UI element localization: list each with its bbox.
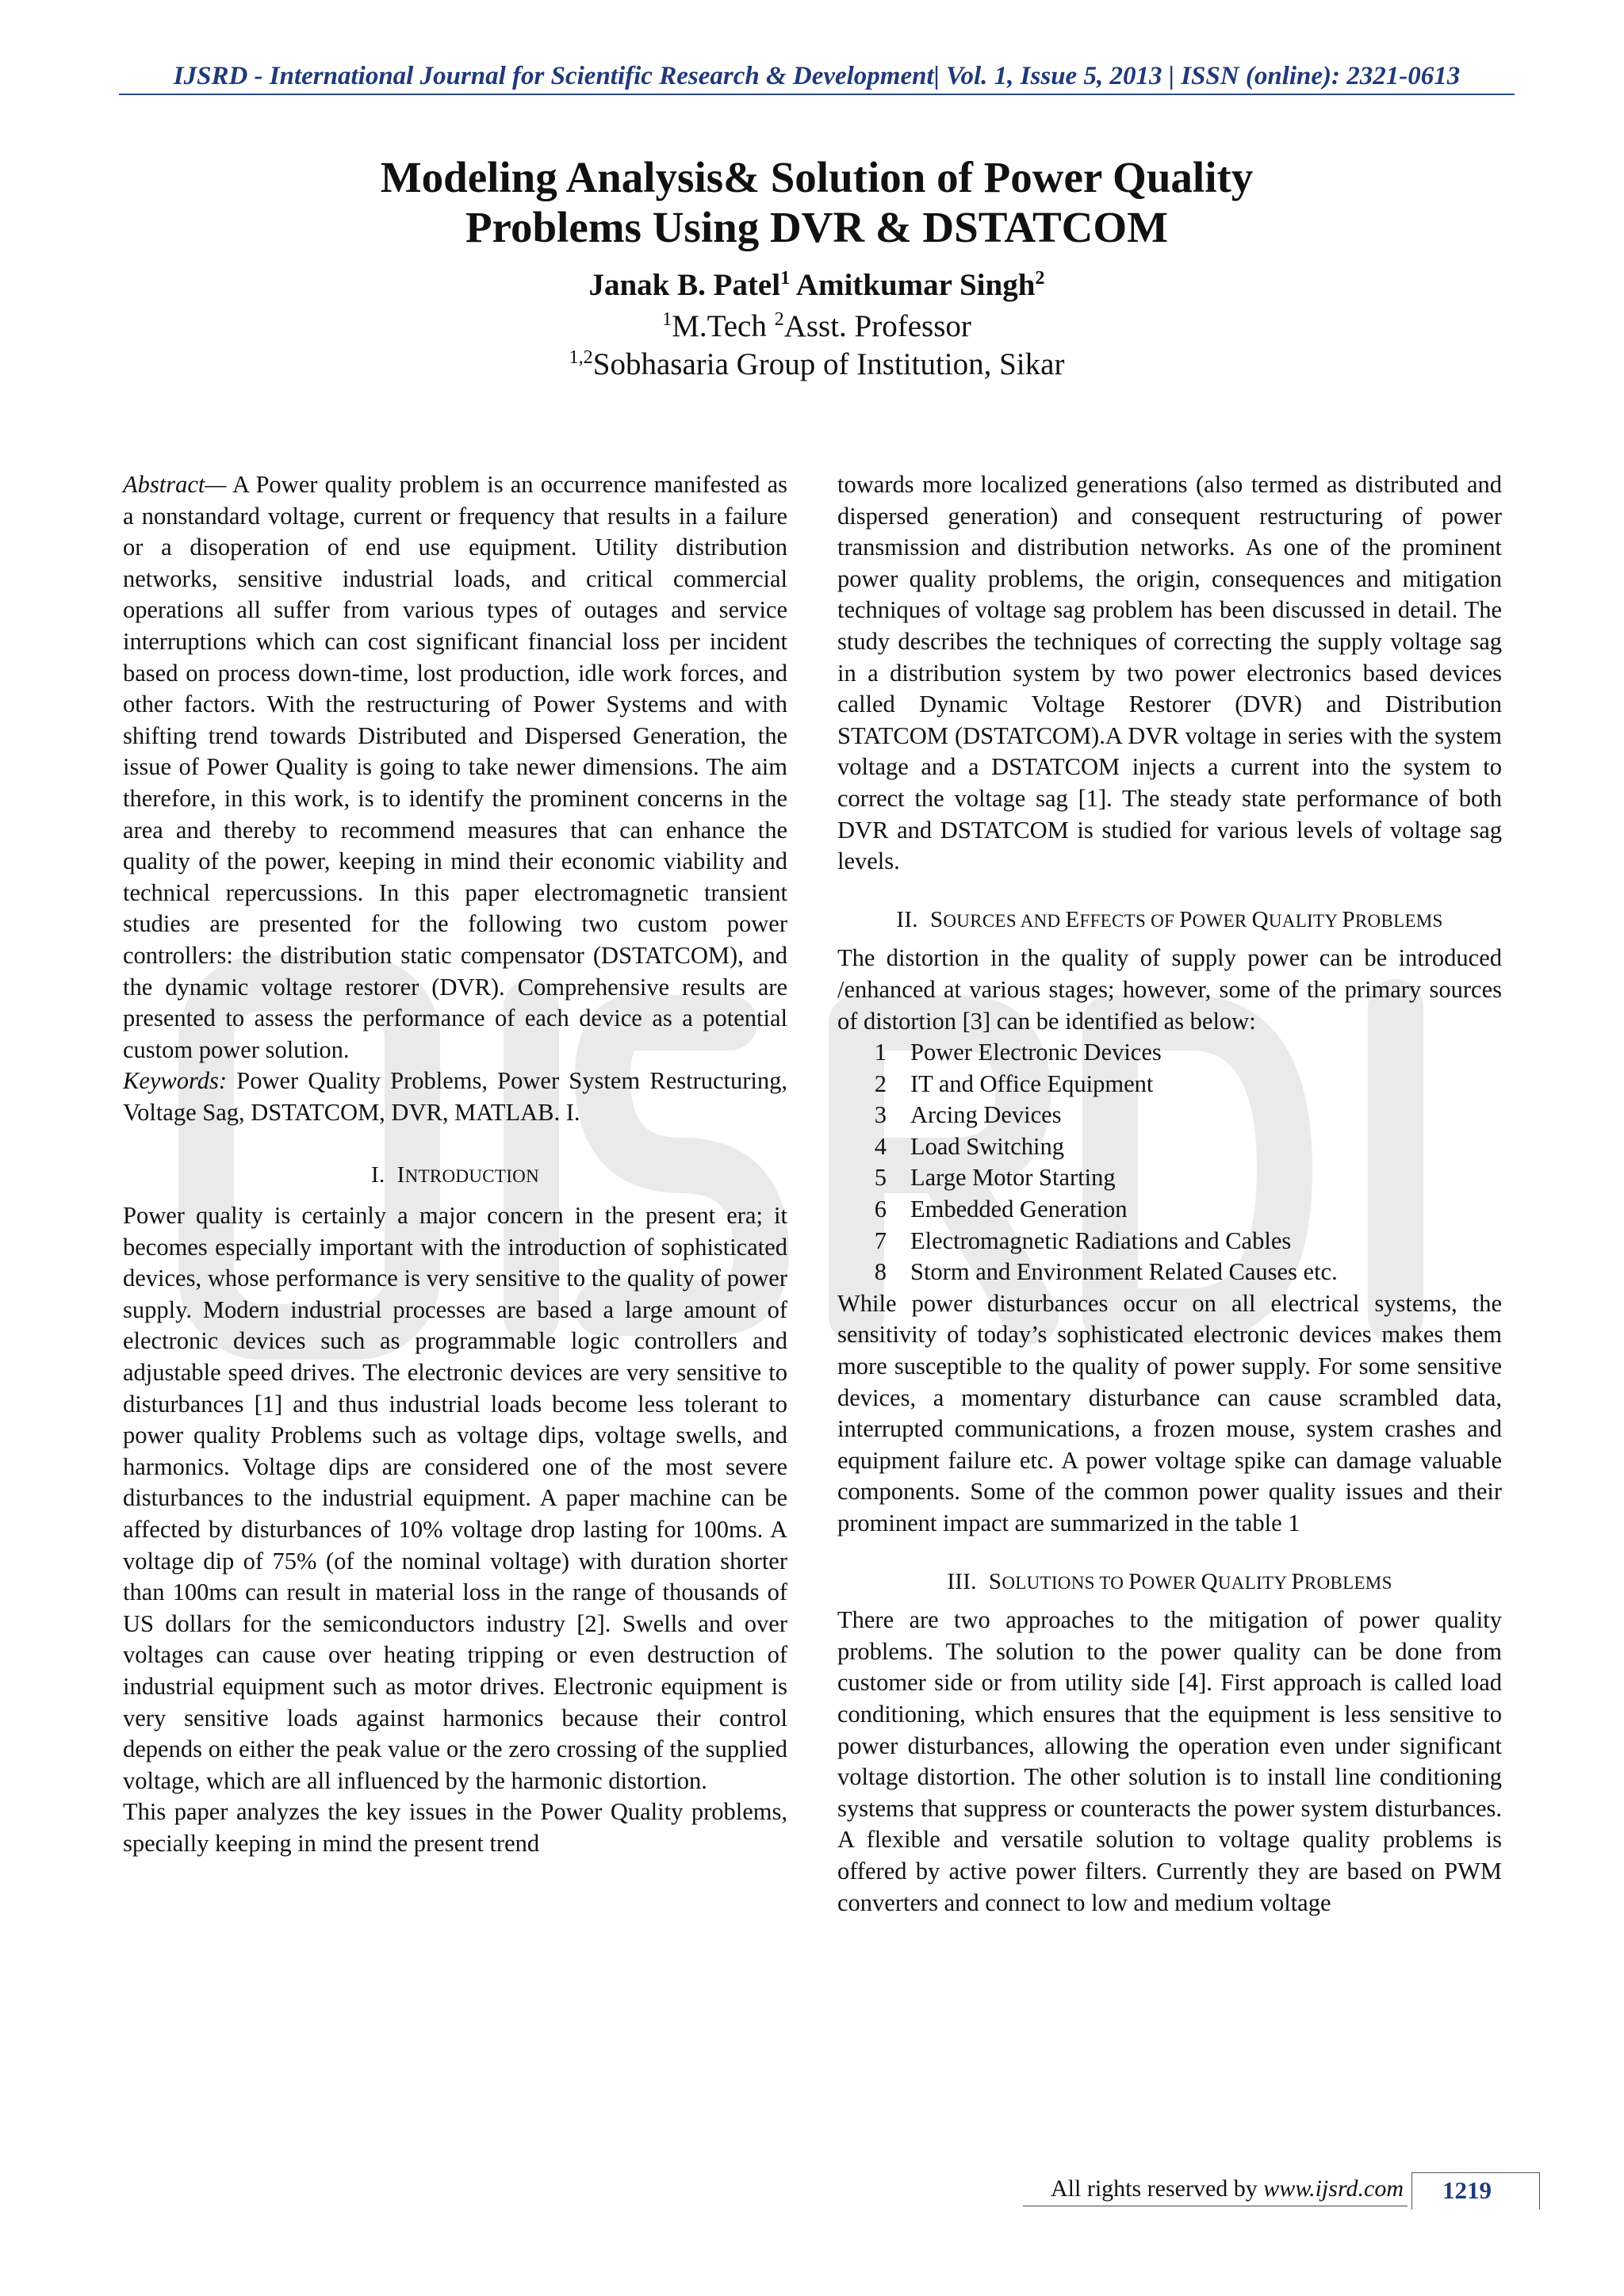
list-item-text: Arcing Devices bbox=[910, 1101, 1062, 1129]
role-2-sup: 2 bbox=[774, 308, 784, 330]
author-roles bbox=[119, 308, 1515, 346]
section-2-heading bbox=[837, 905, 1502, 937]
left-column bbox=[123, 469, 787, 1860]
heading-capital: E bbox=[1065, 906, 1080, 932]
section-3-title bbox=[989, 1569, 1392, 1594]
keywords-label: Keywords: bbox=[123, 1067, 228, 1095]
right-column bbox=[837, 469, 1502, 1919]
heading-small-caps: UALITY bbox=[1217, 1572, 1292, 1593]
page-number: 1219 bbox=[1442, 2176, 1492, 2204]
heading-small-caps: FFECTS OF bbox=[1079, 910, 1180, 931]
list-item-number: 4 bbox=[874, 1132, 887, 1160]
author-line bbox=[119, 266, 1515, 304]
section-2-intro: The distortion in the quality of supply power can be introduced /enhanced at various stages; however, some of the primary sources of distortion [3] can be identified as below: bbox=[837, 944, 1502, 1035]
heading-capital: Q bbox=[1251, 906, 1269, 932]
heading-small-caps: OWER bbox=[1141, 1572, 1201, 1593]
section-1-heading bbox=[123, 1160, 787, 1192]
section-3-paragraph: There are two approaches to the mitigation of power quality problems. The solution to the power quality can be done from customer side or from utility side [4]. First approach is called load conditioning, which ensures that the equipment is less sensitive to power disturbances, allowing the operation even under significant voltage distortion. The other solution is to install line conditioning systems that suppress or counteracts the power system disturbances. A flexible and versatile solution to voltage quality problems is offered by active power filters. Currently they are based on PWM converters and connect to low and medium voltage bbox=[837, 1606, 1502, 1916]
list-item-text: Load Switching bbox=[910, 1132, 1064, 1160]
list-item bbox=[837, 1162, 1502, 1194]
section-3-number: III. bbox=[947, 1568, 977, 1594]
title-line-1: Modeling Analysis& Solution of Power Quality bbox=[380, 153, 1254, 201]
list-item-text: Electromagnetic Radiations and Cables bbox=[910, 1226, 1292, 1254]
section-1-title-first: I bbox=[396, 1162, 405, 1188]
list-item-number: 1 bbox=[874, 1039, 887, 1066]
heading-capital: P bbox=[1179, 906, 1193, 932]
heading-small-caps: OURCES AND bbox=[943, 910, 1066, 931]
heading-small-caps: OLUTIONS TO bbox=[1002, 1572, 1129, 1593]
role-1-sup: 1 bbox=[662, 308, 672, 330]
section-2-paragraph: While power disturbances occur on all electrical systems, the sensitivity of today’s sophisticated electronic devices makes them more susceptible to the quality of power supply. For some sensitive devices, a momentary disturbance can cause scrambled data, interrupted communications, a frozen mouse, system crashes and equipment failure etc. A power voltage spike can damage valuable components. Some of the common power quality issues and their prominent impact are summarized in the table 1 bbox=[837, 1289, 1502, 1536]
paper-title bbox=[119, 152, 1515, 252]
heading-capital: S bbox=[929, 906, 944, 932]
list-item-text: Storm and Environment Related Causes etc. bbox=[910, 1258, 1338, 1286]
role-2: Asst. Professor bbox=[783, 309, 971, 343]
journal-header: IJSRD - International Journal for Scientific Research & Development| Vol. 1, Issue 5, 2013 | ISSN (online): 2321-0613 bbox=[173, 62, 1461, 90]
author-1-sup: 1 bbox=[780, 267, 791, 289]
abstract-text: A Power quality problem is an occurrence manifested as a nonstandard voltage, current or frequency that results in a failure or a disoperation of end use equipment. Utility distribution networks, sensitive industrial loads, and critical commercial operations all suffer from various types of outages and service interruptions which can cost significant financial loss per incident based on process down-time, lost production, idle work forces, and other factors. With the restructuring of Power Systems and with shifting trend towards Distributed and Dispersed Generation, the issue of Power Quality is going to take newer dimensions. The aim therefore, in this work, is to identify the prominent concerns in the area and thereby to recommend measures that can enhance the quality of the power, keeping in mind their economic viability and technical repercussions. In this paper electromagnetic transient studies are presented for the following two custom power controllers: the distribution static compensator (DSTATCOM), and the dynamic voltage restorer (DVR). Comprehensive results are presented to assess the performance of each device as a potential custom power solution. bbox=[123, 471, 787, 1063]
heading-small-caps: ROBLEMS bbox=[1304, 1572, 1392, 1593]
header-divider bbox=[119, 94, 1515, 95]
section-2-title bbox=[930, 907, 1443, 932]
section-2-number: II. bbox=[896, 906, 918, 932]
list-item-number: 6 bbox=[874, 1196, 887, 1223]
list-item-number: 5 bbox=[874, 1164, 887, 1192]
heading-small-caps: OWER bbox=[1192, 910, 1252, 931]
abstract-label: Abstract— bbox=[123, 471, 227, 498]
author-1: Janak B. Patel bbox=[588, 268, 781, 302]
list-item bbox=[837, 1100, 1502, 1131]
author-2-sup: 2 bbox=[1035, 267, 1045, 289]
heading-small-caps: ROBLEMS bbox=[1354, 910, 1443, 931]
list-item-number: 2 bbox=[874, 1070, 887, 1097]
list-item-number: 8 bbox=[874, 1258, 887, 1286]
list-item bbox=[837, 1069, 1502, 1100]
institution: Sobhasaria Group of Institution, Sikar bbox=[592, 347, 1065, 381]
list-item-number: 3 bbox=[874, 1101, 887, 1129]
introduction-paragraph-2-start: This paper analyzes the key issues in the Power Quality problems, specially keeping in mind the present trend bbox=[123, 1798, 787, 1857]
section-1-title-rest: NTRODUCTION bbox=[404, 1166, 539, 1187]
institution-sup: 1,2 bbox=[569, 346, 593, 368]
introduction-paragraph-2-continued: towards more localized generations (also termed as distributed and dispersed generation) and consequent restructuring of power transmission and distribution networks. As one of the prominent power quality problems, the origin, consequences and mitigation techniques of voltage sag problem has been discussed in detail. The study describes the techniques of correcting the supply voltage sag in a distribution system by two power electronics based devices called Dynamic Voltage Restorer (DVR) and Distribution STATCOM (DSTATCOM).A DVR voltage in series with the system voltage and a DSTATCOM injects a current into the system to correct the voltage sag [1]. The steady state performance of both DVR and DSTATCOM is studied for various levels of voltage sag levels. bbox=[837, 471, 1502, 875]
heading-capital: P bbox=[1342, 906, 1355, 932]
list-item bbox=[837, 1226, 1502, 1257]
list-item-text: IT and Office Equipment bbox=[910, 1070, 1154, 1097]
role-1: M.Tech bbox=[672, 309, 767, 343]
author-2: Amitkumar Singh bbox=[795, 268, 1036, 302]
list-item bbox=[837, 1194, 1502, 1226]
introduction-paragraph-1: Power quality is certainly a major concern in the present era; it becomes especially important with the introduction of sophisticated devices, whose performance is very sensitive to the quality of power supply. Modern industrial processes are based a large amount of electronic devices such as programmable logic controllers and adjustable speed drives. The electronic devices are very sensitive to disturbances [1] and thus industrial loads become less tolerant to power quality Problems such as voltage dips, voltage swells, and harmonics. Voltage dips are considered one of the most severe disturbances to the industrial equipment. A paper machine can be affected by disturbances of 10% voltage drop lasting for 100ms. A voltage dip of 75% (of the nominal voltage) with duration shorter than 100ms can result in material loss in the range of thousands of US dollars for the semiconductors industry [2]. Swells and over voltages can cause over heating tripping or even destruction of industrial equipment such as motor drives. Electronic equipment is very sensitive loads against harmonics because their control depends on either the peak value or the zero crossing of the supplied voltage, which are all influenced by the harmonic distortion. bbox=[123, 1202, 787, 1794]
heading-capital: P bbox=[1291, 1568, 1304, 1594]
heading-capital: Q bbox=[1201, 1568, 1218, 1594]
list-item-text: Embedded Generation bbox=[910, 1196, 1128, 1223]
list-item bbox=[837, 1037, 1502, 1069]
distortion-sources-list bbox=[837, 1037, 1502, 1288]
heading-small-caps: UALITY bbox=[1268, 910, 1342, 931]
institution-line bbox=[119, 346, 1515, 384]
list-item bbox=[837, 1257, 1502, 1288]
list-item bbox=[837, 1131, 1502, 1163]
section-1-number: I. bbox=[371, 1162, 385, 1188]
list-item-text: Large Motor Starting bbox=[910, 1164, 1116, 1192]
heading-capital: S bbox=[988, 1568, 1002, 1594]
title-line-2: Problems Using DVR & DSTATCOM bbox=[465, 203, 1169, 251]
list-item-number: 7 bbox=[874, 1226, 887, 1254]
keywords bbox=[123, 1066, 787, 1128]
footer-site-link[interactable]: www.ijsrd.com bbox=[1263, 2175, 1404, 2202]
abstract bbox=[123, 469, 787, 1066]
keywords-text: Power Quality Problems, Power System Restructuring, Voltage Sag, DSTATCOM, DVR, MATLAB. I. bbox=[123, 1067, 787, 1126]
section-3-heading bbox=[837, 1567, 1502, 1599]
list-item-text: Power Electronic Devices bbox=[910, 1039, 1162, 1066]
footer-copyright bbox=[912, 2175, 1404, 2202]
footer-rights: All rights reserved by bbox=[1051, 2175, 1264, 2202]
heading-capital: P bbox=[1128, 1568, 1142, 1594]
